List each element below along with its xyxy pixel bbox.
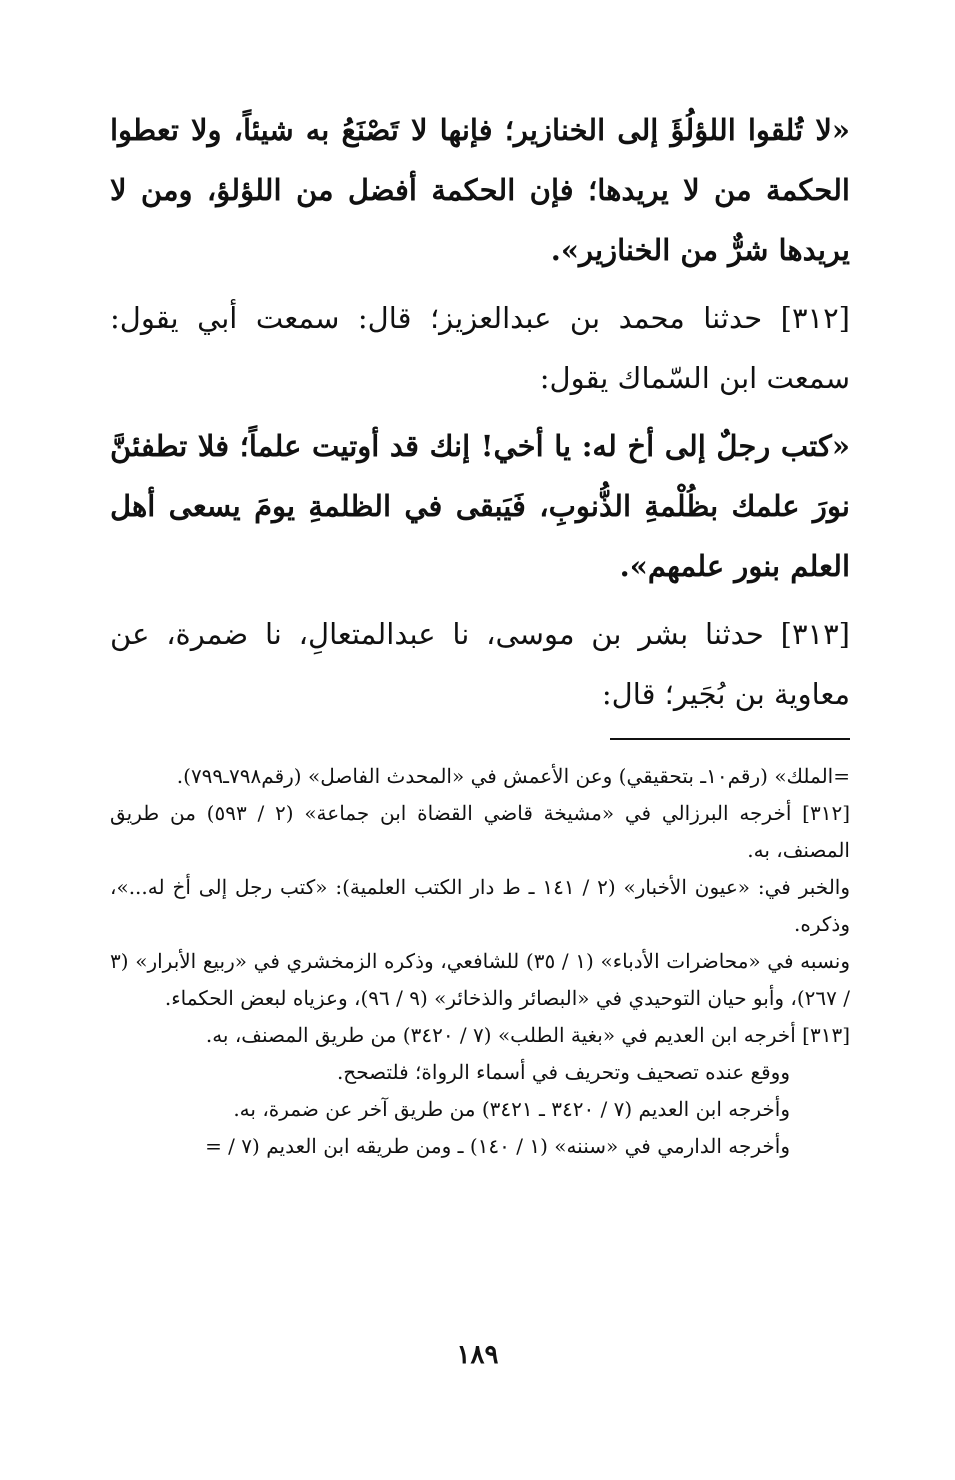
main-text — [110, 100, 850, 724]
footnote-line: [٣١٣] أخرجه ابن العديم في «بغية الطلب» (٧ / ٣٤٢٠) من طريق المصنف، به. — [205, 1023, 850, 1047]
footnote-line: ووقع عنده تصحيف وتحريف في أسماء الرواة؛ فلتصحح. — [336, 1060, 790, 1084]
footnote-line: [٣١٢] أخرجه البرزالي في «مشيخة قاضي القضاة ابن جماعة» (٢ / ٥٩٣) من طريق المصنف، به. — [110, 801, 850, 862]
narration-312: [٣١٢] حدثنا محمد بن عبدالعزيز؛ قال: سمعت أبي يقول: سمعت ابن السّماك يقول: — [110, 301, 850, 395]
quote-paragraph-1: «لا تُلقوا اللؤلُؤَ إلى الخنازير؛ فإنها لا تَصْنَعُ به شيئاً، ولا تعطوا الحكمة من لا يريدها؛ فإن الحكمة أفضل من اللؤلؤ، ومن لا يريدها شرٌّ من الخنازير». — [110, 113, 850, 267]
book-page — [110, 100, 850, 1400]
footnote-line: والخبر في: «عيون الأخبار» (٢ / ١٤١ ـ ط دار الكتب العلمية): «كتب رجل إلى أخ له...»، وذكره. — [110, 875, 851, 936]
page-number: ١٨٩ — [456, 1340, 499, 1370]
footnote-line: وأخرجه ابن العديم (٧ / ٣٤٢٠ ـ ٣٤٢١) من طريق آخر عن ضمرة، به. — [233, 1097, 790, 1121]
footnotes — [110, 758, 850, 1165]
footnote-line: ونسبه في «محاضرات الأدباء» (١ / ٣٥) للشافعي، وذكره الزمخشري في «ربيع الأبرار» (٣ / ٢٦٧)، وأبو حيان التوحيدي في «البصائر والذخائر» (٩ / ٩٦)، وعزياه لبعض الحكماء. — [110, 949, 851, 1010]
narration-313: [٣١٣] حدثنا بشر بن موسى، نا عبدالمتعالِ، نا ضمرة، عن معاوية بن بُجَير؛ قال: — [110, 617, 850, 711]
footnote-line: وأخرجه الدارمي في «سننه» (١ / ١٤٠) ـ ومن طريقه ابن العديم (٧ / = — [205, 1134, 790, 1158]
footnote-separator — [610, 738, 850, 740]
quote-paragraph-2: «كتب رجلٌ إلى أخ له: يا أخي! إنك قد أوتيت علماً؛ فلا تطفئنَّ نورَ علمك بظُلْمةِ الذُّنوبِ، فَيَبقى في الظلمةِ يومَ يسعى أهل العلم بنور علمهم». — [110, 429, 850, 583]
footnote-line: =الملك» (رقم١٠ـ بتحقيقي) وعن الأعمش في «المحدث الفاصل» (رقم٧٩٨ـ٧٩٩). — [176, 764, 850, 788]
